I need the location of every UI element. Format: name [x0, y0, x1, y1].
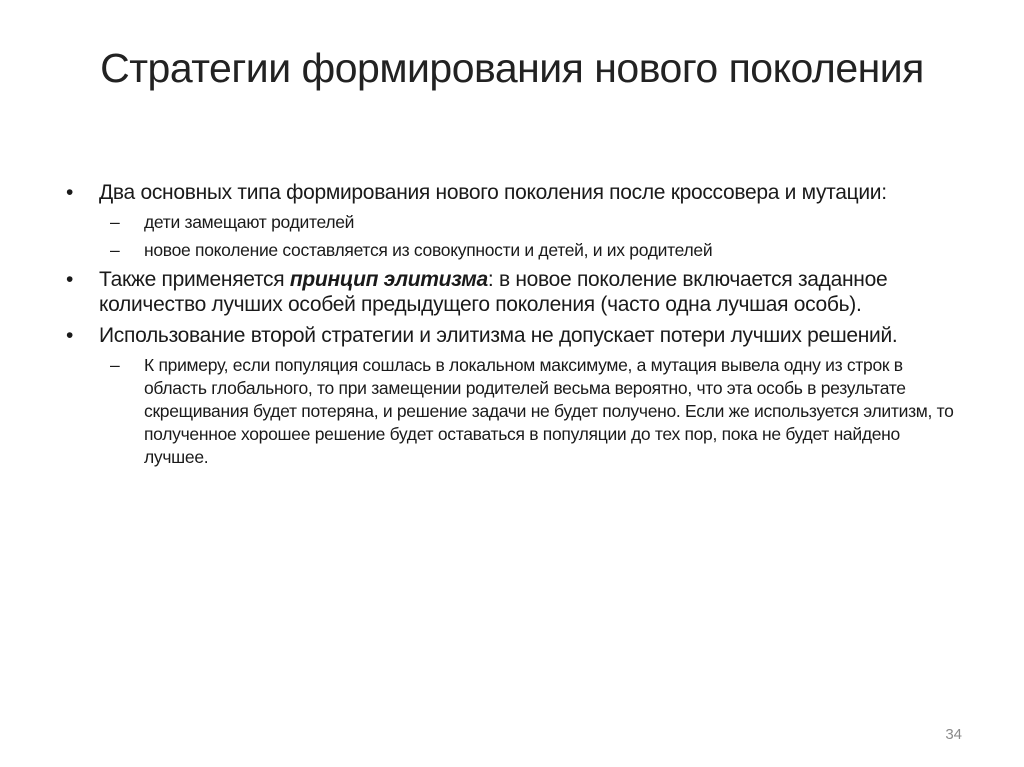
bullet-item	[66, 180, 966, 205]
page-number: 34	[945, 726, 962, 743]
bullet-text-before: Также применяется	[99, 268, 290, 291]
bullet-icon: •	[66, 268, 74, 291]
bullet-item	[66, 323, 966, 348]
bullet-item	[66, 267, 966, 317]
bullet-text: Использование второй стратегии и элитизма не допускает потери лучших решений.	[99, 324, 898, 347]
sub-bullet-item	[66, 239, 966, 262]
bullet-icon: •	[66, 181, 74, 204]
sub-bullet-text: дети замещают родителей	[144, 212, 355, 232]
dash-icon: –	[110, 212, 120, 232]
bullet-text-after: : в новое поколение включается заданное количество лучших особей предыдущего поколения (часто одна лучшая особь).	[99, 268, 888, 316]
sub-bullet-text: новое поколение составляется из совокупности и детей, и их родителей	[144, 240, 713, 260]
slide-title: Стратегии формирования нового поколения	[100, 45, 924, 91]
bullet-text: Два основных типа формирования нового поколения после кроссовера и мутации:	[99, 181, 887, 204]
sub-bullet-item	[66, 211, 966, 234]
sub-bullet-text: К примеру, если популяция сошлась в локальном максимуме, а мутация вывела одну из строк в область глобального, то при замещении родителей весьма вероятно, что эта особь в результате скрещивания будет потеряна, и решение задачи не будет получено. Если же используется элитизм, то полученное хорошее решение будет оставаться в популяции до тех пор, пока не будет найдено лучшее.	[144, 355, 954, 467]
dash-icon: –	[110, 355, 120, 375]
emphasis-term: принцип элитизма	[289, 268, 488, 291]
sub-bullet-item	[66, 354, 966, 469]
dash-icon: –	[110, 240, 120, 260]
bullet-icon: •	[66, 324, 74, 347]
slide-body	[66, 180, 966, 474]
